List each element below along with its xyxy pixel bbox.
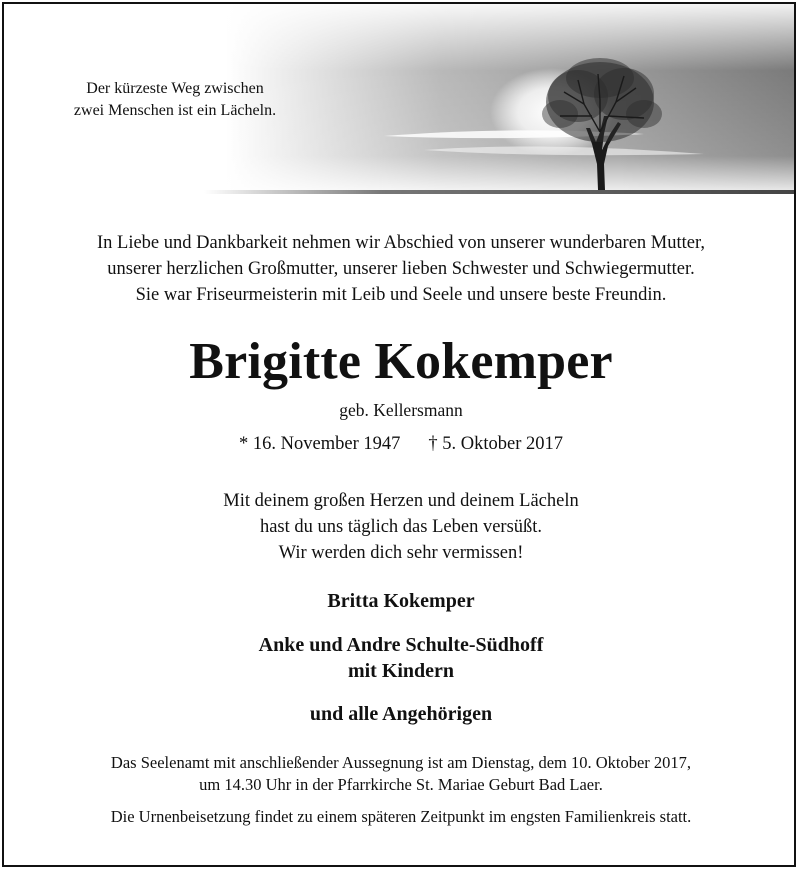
deceased-name: Brigitte Kokemper (189, 333, 613, 390)
mourner-name: Britta Kokemper (327, 590, 475, 612)
life-dates (4, 431, 796, 457)
poem-line: hast du uns täglich das Leben versüßt. (259, 517, 543, 537)
intro-text (4, 230, 796, 308)
poem-line: Wir werden dich sehr vermissen! (278, 543, 524, 563)
service-line: um 14.30 Uhr in der Pfarrkirche St. Mariae Geburt Bad Laer. (199, 775, 603, 794)
service-notice (4, 752, 796, 796)
quote-line: Der kürzeste Weg zwischen (86, 80, 264, 97)
mourner-group (4, 632, 796, 684)
death-date: † 5. Oktober 2017 (428, 434, 563, 454)
poem (4, 488, 796, 566)
service-line: Das Seelenamt mit anschließender Aussegnung ist am Dienstag, dem 10. Oktober 2017, (110, 753, 692, 772)
intro-line: unserer herzlichen Großmutter, unserer lieben Schwester und Schwiegermutter. (107, 259, 695, 279)
intro-line: Sie war Friseurmeisterin mit Leib und Seele und unsere beste Freundin. (135, 285, 667, 305)
maiden-name: geb. Kellersmann (339, 400, 463, 420)
obituary-card (2, 2, 796, 867)
burial-notice: Die Urnenbeisetzung findet zu einem späteren Zeitpunkt im engsten Familienkreis statt. (110, 807, 692, 826)
header-quote (40, 78, 310, 122)
mourner-name: mit Kindern (347, 660, 455, 682)
intro-line: In Liebe und Dankbarkeit nehmen wir Abschied von unserer wunderbaren Mutter, (96, 233, 706, 253)
quote-line: zwei Menschen ist ein Lächeln. (73, 102, 277, 119)
mourner-name: Anke und Andre Schulte-Südhoff (258, 634, 544, 656)
birth-date: * 16. November 1947 (239, 434, 401, 454)
poem-line: Mit deinem großen Herzen und deinem Lächeln (223, 491, 579, 511)
mourner-name: und alle Angehörigen (309, 703, 493, 725)
